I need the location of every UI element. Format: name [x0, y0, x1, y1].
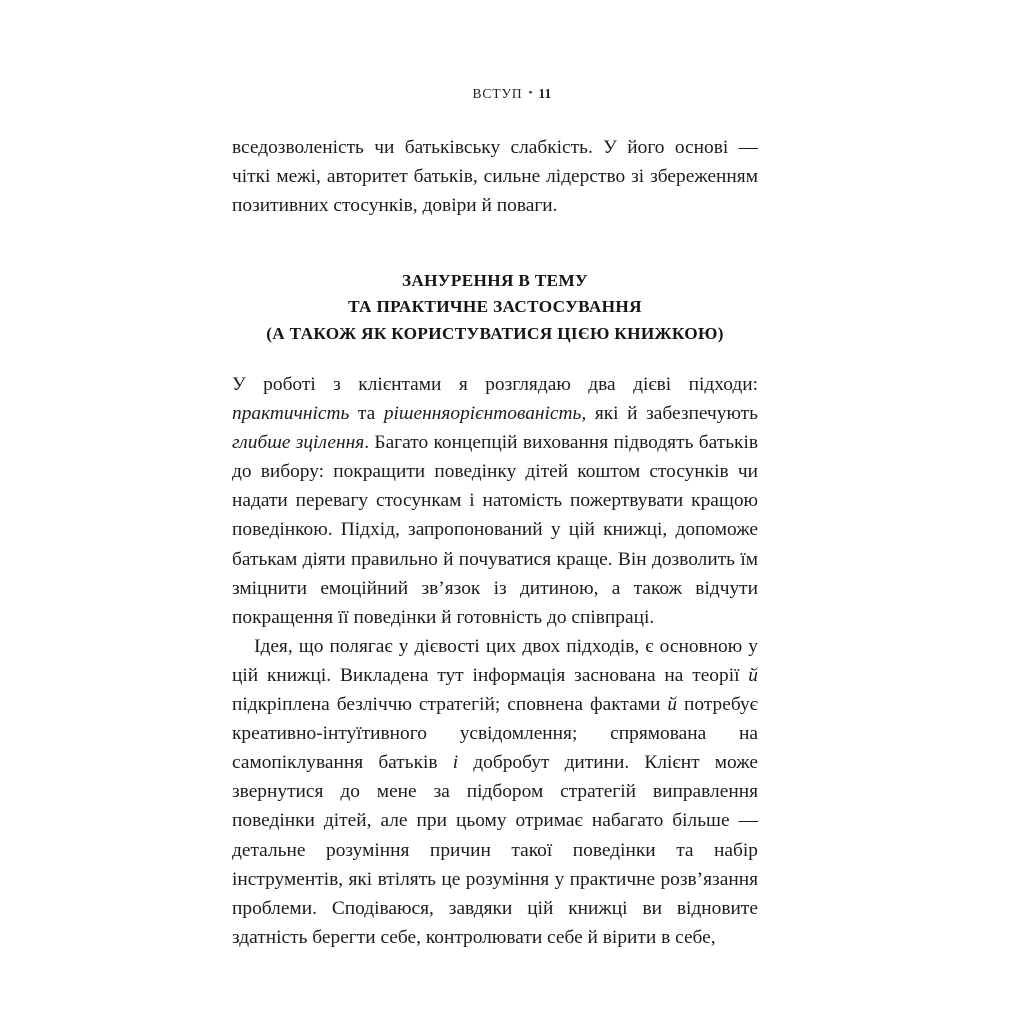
segment-text: які й забезпечують — [586, 403, 758, 425]
segment-text: потребує креативно-інтуїтивного усвідомлення; спрямована на самопіклування батьків — [232, 694, 758, 774]
segment-text: підкріплена безліччю стратегій; сповнена фактами — [232, 694, 668, 716]
running-head-separator: • — [528, 87, 534, 99]
segment-text: та — [349, 403, 384, 425]
paragraph-continuation-text: вседозволеність чи батьківську слабкість. У його основі — чіткі межі, авторитет батьків, сильне лідерство зі збереженням позитивних стосунків, довіри й поваги. — [232, 137, 758, 217]
segment-italic-y-1: й — [748, 664, 758, 686]
body-text-block — [232, 370, 758, 952]
segment-italic-y-2: й — [667, 694, 678, 716]
segment-text: Ідея, що полягає у дієвості цих двох підходів, є основною у цій книжці. Викладена тут інформація заснована на теорії — [232, 635, 758, 686]
section-heading — [232, 268, 758, 347]
section-heading-line-1: ЗАНУРЕННЯ В ТЕМУ — [401, 271, 588, 290]
section-heading-line-3: (А ТАКОЖ ЯК КОРИСТУВАТИСЯ ЦІЄЮ КНИЖКОЮ) — [266, 323, 724, 343]
paragraph-first — [232, 370, 758, 632]
paragraph-continuation — [232, 133, 758, 220]
segment-italic-hlybshe-ztsilennia: глибше зцілення — [232, 432, 365, 454]
section-heading-line-2: ТА ПРАКТИЧНЕ ЗАСТОСУВАННЯ — [348, 297, 642, 317]
paragraph-second — [232, 632, 758, 952]
segment-italic-i: і — [452, 752, 459, 774]
continuation-paragraph-block — [232, 133, 758, 220]
segment-text: добробут дитини. Клієнт може звернутися до мене за підбором стратегій виправлення поведінки дітей, але при цьому отримає набагато більше — детальне розуміння причин такої поведінки та набір інструментів, які втілять це розуміння у практичне розв’язання проблеми. Сподіваюся, завдяки цій книжці ви відновите здатність берегти себе, контролювати себе й вірити в себе, — [232, 752, 758, 948]
segment-text: У роботі з клієнтами я розглядаю два дієві підходи: — [232, 374, 758, 395]
segment-italic-praktychnist: практичність — [232, 403, 350, 425]
running-head — [0, 86, 1024, 102]
segment-text: . Багато концепцій виховання підводять батьків до вибору: покращити поведінку дітей коштом стосунків чи надати перевагу стосункам і натомість пожертвувати кращою поведінкою. Підхід, запропонований у цій книжці, допоможе батькам діяти правильно й почуватися краще. Він дозволить їм зміцнити емоційний зв’язок із дитиною, а також відчути покращення її поведінки й готовність до співпраці. — [232, 432, 758, 628]
running-head-title: ВСТУП — [472, 86, 523, 101]
segment-italic-rishenniaoriientovanist: рішенняорієнтованість, — [383, 403, 587, 425]
running-head-page-number: 11 — [538, 86, 552, 101]
